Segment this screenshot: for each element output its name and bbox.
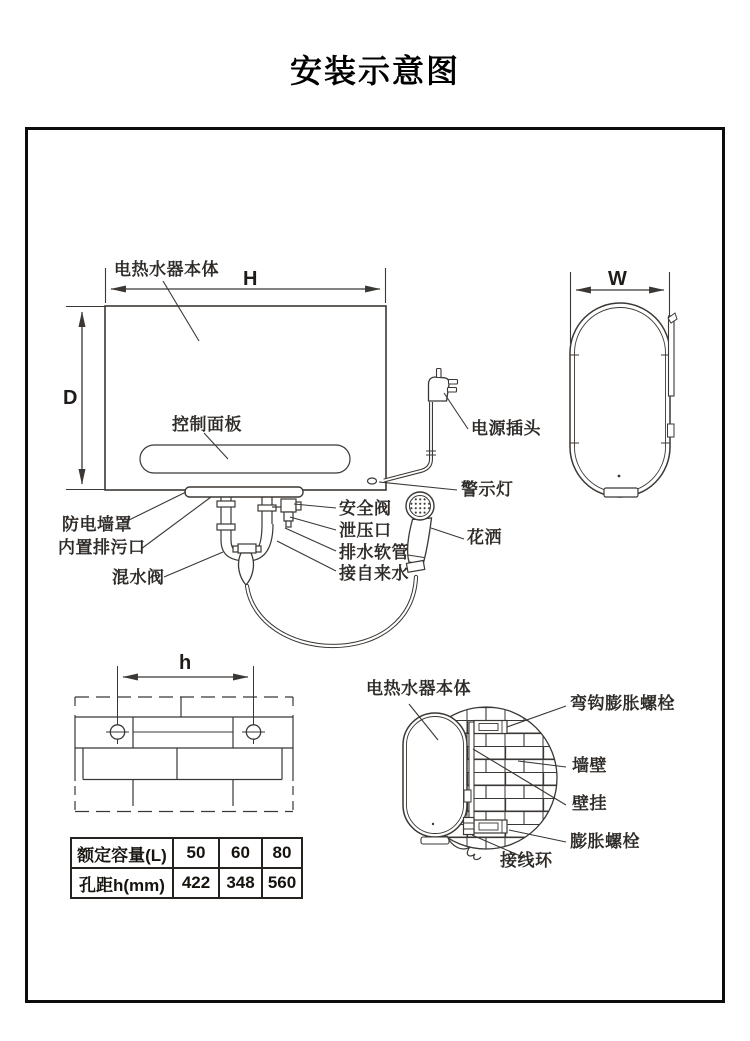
hook-expansion-bolt-shape <box>474 721 507 734</box>
label-warning-light: 警示灯 <box>461 480 514 499</box>
label-anti-electric-cover: 防电墙罩 <box>62 515 132 534</box>
label-power-plug: 电源插头 <box>471 419 541 438</box>
label-wall-bracket: 壁挂 <box>572 794 607 813</box>
heater-side-outline <box>570 303 677 497</box>
label-drain-hose: 排水软管 <box>339 543 409 562</box>
label-mixing-valve: 混水阀 <box>112 568 165 587</box>
label-dim-h-small: h <box>179 652 192 674</box>
table-cell: 孔距h(mm) <box>71 868 173 898</box>
page-title: 安装示意图 <box>289 53 460 89</box>
label-wall: 墙壁 <box>572 756 607 775</box>
shower-head <box>406 492 434 572</box>
table-cell: 60 <box>219 838 262 868</box>
table-row <box>71 838 302 868</box>
table-cell: 422 <box>173 868 219 898</box>
brick-wall-front <box>75 697 293 812</box>
table-cell: 50 <box>173 838 219 868</box>
label-dim-h-capital: H <box>243 268 258 290</box>
label-dim-w: W <box>608 268 627 290</box>
expansion-bolt-shape <box>464 818 508 835</box>
heater-front-outline <box>105 306 386 490</box>
heater-side-small <box>403 713 471 844</box>
label-tap-water-inlet: 接自来水 <box>339 564 409 583</box>
table-cell: 额定容量(L) <box>71 838 173 868</box>
label-relief-port: 泄压口 <box>339 521 392 540</box>
valve-assembly <box>185 487 303 585</box>
table-cell: 560 <box>262 868 302 898</box>
label-wiring-ring: 接线环 <box>500 851 553 870</box>
label-heater-body-front: 电热水器本体 <box>114 260 219 279</box>
label-built-in-drain: 内置排污口 <box>58 538 146 557</box>
spec-table <box>70 837 303 899</box>
power-plug-shape <box>429 369 458 402</box>
label-hook-expansion-bolt: 弯钩膨胀螺栓 <box>570 694 675 713</box>
label-heater-body-mount: 电热水器本体 <box>366 679 471 698</box>
label-expansion-bolt: 膨胀螺栓 <box>570 832 640 851</box>
power-cable <box>384 402 436 481</box>
label-safety-valve: 安全阀 <box>339 499 392 518</box>
label-shower-head: 花洒 <box>467 528 502 547</box>
table-cell: 348 <box>219 868 262 898</box>
table-cell: 80 <box>262 838 302 868</box>
shower-hose <box>247 577 416 646</box>
table-row <box>71 868 302 898</box>
label-dim-d: D <box>63 387 78 409</box>
label-control-panel: 控制面板 <box>172 415 242 434</box>
